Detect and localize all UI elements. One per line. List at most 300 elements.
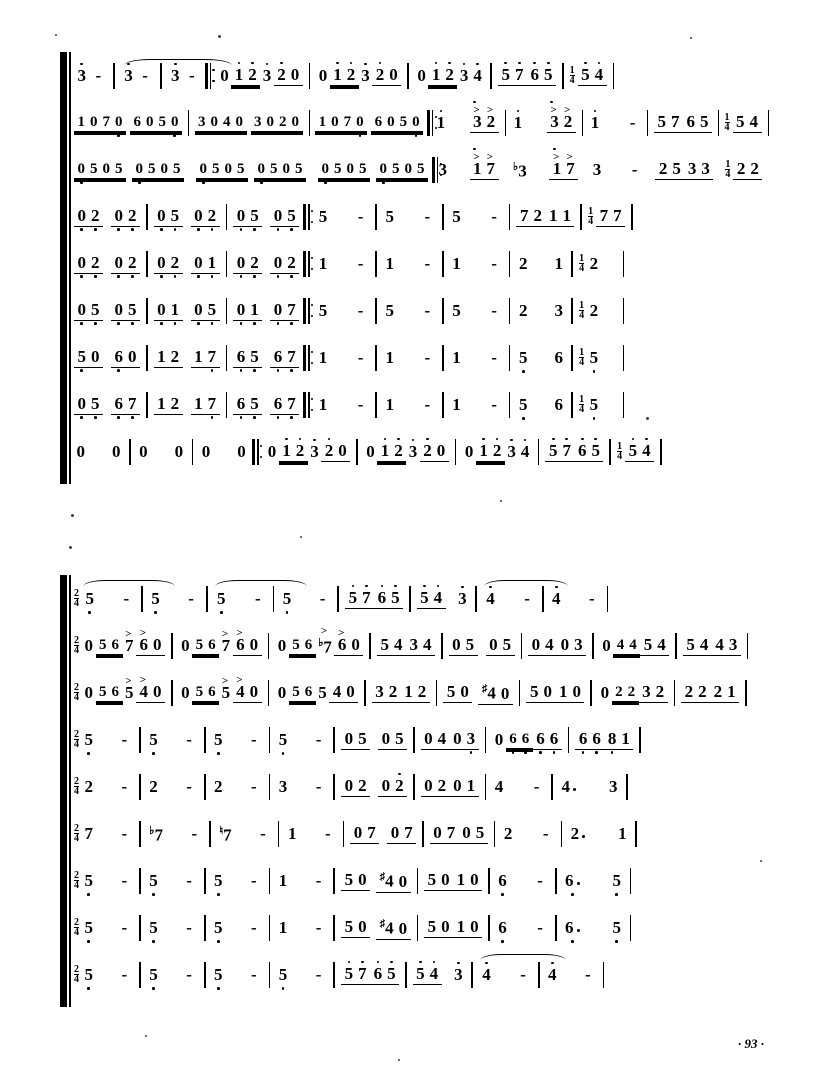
barline <box>375 345 377 371</box>
barline <box>269 727 271 753</box>
barline <box>609 439 611 465</box>
note: 5 <box>82 919 96 937</box>
barline <box>485 727 487 753</box>
barline <box>226 251 228 277</box>
note-group: 0 2 <box>378 777 407 797</box>
note-group: 5 6 <box>96 636 123 655</box>
barline <box>204 727 206 753</box>
rest: 0 <box>602 635 611 655</box>
sustain-dash: - <box>186 776 192 796</box>
barline <box>442 204 444 230</box>
note-group: 4 4 <box>613 636 640 655</box>
rest: 0 <box>201 441 211 461</box>
note: 5 <box>276 731 290 749</box>
note-group: 6 5 <box>374 589 403 609</box>
barline <box>562 63 564 89</box>
repeat-start <box>303 298 312 324</box>
sustain-dash: - <box>186 729 192 749</box>
note: > 7 <box>123 637 137 655</box>
note-group: 0 2 <box>154 254 183 274</box>
note: 5 <box>276 966 290 984</box>
note-group: 5 6 <box>289 683 316 702</box>
note-group: 5 4 <box>413 965 442 985</box>
note: 1 <box>318 394 328 414</box>
barline <box>519 680 521 706</box>
rest: 0 <box>181 635 190 655</box>
barline <box>485 774 487 800</box>
barline <box>551 774 553 800</box>
repeat-start <box>427 110 430 136</box>
staff-row <box>60 193 774 240</box>
note-group: 2 2 <box>612 683 639 702</box>
barline <box>333 774 335 800</box>
time-signature: $\frac{1}{4}$ <box>588 206 594 227</box>
note: 5 <box>318 206 328 226</box>
note-group: 1 2 <box>154 348 183 368</box>
note-group: 6 7 <box>270 395 299 415</box>
note: 3 <box>592 159 602 179</box>
sustain-dash: - <box>121 729 128 749</box>
note: 2 <box>568 825 588 843</box>
note-group: 0 5 <box>154 207 183 227</box>
barline <box>568 727 570 753</box>
note: 1 <box>385 253 394 273</box>
barline <box>623 251 625 277</box>
barline <box>555 915 557 941</box>
note-group: 0 1 <box>191 254 220 274</box>
sustain-dash: - <box>95 65 102 85</box>
note: 4 <box>518 443 532 461</box>
sustain-dash: - <box>629 112 636 132</box>
sustain-dash: - <box>491 394 497 414</box>
note: 5 <box>516 349 530 367</box>
note-group: 0 2 <box>74 254 103 274</box>
note-group: 0 5 <box>74 395 103 415</box>
note: 2 <box>149 776 158 796</box>
barline <box>333 868 335 894</box>
sustain-dash: - <box>524 588 530 608</box>
note-group: 0 5 <box>111 301 140 321</box>
note: 4 <box>546 966 560 984</box>
note: 3 <box>122 67 136 85</box>
barline <box>268 680 270 706</box>
barline <box>171 680 173 706</box>
note: ♭7 <box>149 825 163 845</box>
sustain-dash: - <box>188 588 194 608</box>
barline <box>475 586 477 612</box>
staff-row <box>60 575 774 622</box>
note-group: 0 2 <box>341 777 370 797</box>
sustain-dash: - <box>324 823 331 843</box>
note-group: 2 0 <box>274 66 303 86</box>
note: 5 <box>452 206 461 226</box>
time-signature: $\frac{2}{4}$ <box>74 729 79 750</box>
time-signature: $\frac{1}{4}$ <box>579 300 585 321</box>
note: 2 <box>503 823 513 843</box>
note-group: 5 7 <box>341 965 370 985</box>
note-group: 5 0 <box>526 683 555 703</box>
barline <box>268 633 270 659</box>
note: 5 <box>385 206 394 226</box>
note-group: 0 5 <box>341 730 370 750</box>
note-group: 5 4 <box>578 66 607 86</box>
note-group: 0 4 <box>528 636 557 656</box>
barline <box>269 962 271 988</box>
barline <box>309 63 311 89</box>
staff-row <box>60 99 774 146</box>
barline <box>521 633 523 659</box>
barline <box>375 251 377 277</box>
barline <box>768 110 769 136</box>
sustain-dash: - <box>186 917 192 937</box>
sustain-dash: - <box>491 300 497 320</box>
note: 2 <box>84 776 93 796</box>
note: 2 <box>518 253 528 273</box>
note: > ♭7 <box>316 634 335 657</box>
note: 4 <box>471 67 485 85</box>
barline <box>488 915 490 941</box>
note-group: 2 0 <box>420 442 449 462</box>
sustain-dash: - <box>251 729 257 749</box>
note-group: 6 6 <box>506 730 533 749</box>
barline <box>538 439 540 465</box>
sustain-dash: - <box>357 206 364 226</box>
sustain-dash: - <box>424 253 431 273</box>
barline <box>146 298 148 324</box>
note-group: 0 2 <box>270 254 299 274</box>
note: > 5 <box>219 684 233 702</box>
note-group: 1 0 <box>453 918 482 938</box>
note-group: 1 2 <box>279 442 308 462</box>
barline <box>630 868 632 894</box>
time-signature: $\frac{1}{4}$ <box>579 253 585 274</box>
note-group: 0 5 <box>191 301 220 321</box>
barline <box>505 110 506 136</box>
barline <box>603 962 605 988</box>
note: > 7 <box>219 637 233 655</box>
sustain-dash: - <box>251 917 257 937</box>
note: 5 <box>82 872 96 890</box>
note-group: 5 7 <box>545 442 574 462</box>
barline <box>139 774 141 800</box>
time-signature: $\frac{2}{4}$ <box>74 635 79 656</box>
note-group: > 4 0 <box>136 683 165 703</box>
barline <box>269 774 271 800</box>
barline <box>375 392 377 418</box>
note-group: > 6 0 <box>233 636 262 656</box>
note-group: 0 5 0 5 <box>376 160 428 179</box>
barline <box>613 63 615 89</box>
sustain-dash: - <box>357 253 364 273</box>
barline <box>413 774 415 800</box>
note: 4 <box>494 776 504 796</box>
note: 3 <box>438 159 447 179</box>
note-group: 0 5 0 5 <box>196 160 248 179</box>
sustain-dash: - <box>520 964 526 984</box>
note-group: 5 6 <box>192 636 219 655</box>
note-group: 0 1 <box>450 777 479 797</box>
sustain-dash: - <box>121 776 128 796</box>
barline <box>206 586 208 612</box>
rest: 0 <box>174 441 184 461</box>
note: 5 <box>147 966 161 984</box>
barline <box>630 915 632 941</box>
barline <box>417 868 419 894</box>
barline <box>509 204 511 230</box>
note-group: 8 1 <box>604 730 633 750</box>
note-group: 6 7 <box>111 395 140 415</box>
time-signature: $\frac{2}{4}$ <box>74 870 79 891</box>
note: 5 <box>82 731 96 749</box>
note-group: 6 0 5 0 <box>130 113 182 132</box>
time-signature: $\frac{1}{4}$ <box>725 159 731 180</box>
barline <box>436 680 438 706</box>
staff-row <box>60 334 774 381</box>
sustain-dash: - <box>121 823 128 843</box>
sustain-dash: - <box>491 347 497 367</box>
system-1 <box>60 52 774 475</box>
sustain-dash: - <box>251 964 257 984</box>
barline <box>509 392 511 418</box>
note-group: 6 5 <box>683 113 712 133</box>
note: 3 <box>505 443 519 461</box>
note-group: 0 2 <box>191 207 220 227</box>
staff-row <box>60 240 774 287</box>
barline <box>422 821 424 847</box>
barline <box>555 868 557 894</box>
rest: 0 <box>181 682 190 702</box>
note: 3 <box>278 776 288 796</box>
note-group: > 6 0 <box>334 636 363 656</box>
rest: 0 <box>267 441 277 461</box>
note-group: 5 4 <box>683 636 712 656</box>
barline <box>647 110 648 136</box>
barline <box>623 345 625 371</box>
barline <box>639 727 641 753</box>
note-group: 3 0 2 0 <box>251 113 303 132</box>
barline <box>204 915 206 941</box>
sustain-dash: - <box>357 300 364 320</box>
sustain-dash: - <box>260 823 266 843</box>
barline <box>745 680 747 706</box>
barline <box>561 821 563 847</box>
note-group: 2 0 <box>321 442 350 462</box>
note: 5 <box>212 919 226 937</box>
note-group: > 3 > 2 <box>547 113 576 133</box>
note-group: 0 5 0 5 <box>132 160 184 179</box>
sustain-dash: - <box>491 206 497 226</box>
note: 1 <box>452 347 461 367</box>
barline <box>626 774 628 800</box>
note: 5 <box>147 872 161 890</box>
barline <box>113 63 115 89</box>
rest: 0 <box>277 682 287 702</box>
barline <box>364 680 366 706</box>
rest: 0 <box>84 682 93 702</box>
note: 5 <box>610 872 624 890</box>
rest: 0 <box>494 729 504 749</box>
note-group: 0 2 <box>111 254 140 274</box>
sustain-dash: - <box>121 870 128 890</box>
sustain-dash: - <box>121 917 128 937</box>
note-group: 4 0 <box>329 683 358 703</box>
repeat-start <box>205 63 214 89</box>
barline <box>375 298 377 324</box>
time-signature: $\frac{2}{4}$ <box>74 776 79 797</box>
sustain-dash: - <box>589 588 595 608</box>
repeat-start <box>303 204 312 230</box>
time-signature: $\frac{2}{4}$ <box>74 682 79 703</box>
note: 5 <box>147 731 161 749</box>
note-group: 6 6 <box>533 730 562 750</box>
barline <box>582 110 583 136</box>
sustain-dash: - <box>123 588 130 608</box>
note: 5 <box>318 300 328 320</box>
sustain-dash: - <box>191 823 198 843</box>
note-group: 4 3 <box>712 636 741 656</box>
note-group: 2 1 <box>710 683 739 703</box>
note: 4 <box>559 778 579 796</box>
note: 4 <box>484 590 498 608</box>
note: 5 <box>280 590 294 608</box>
note: 5 <box>516 396 530 414</box>
note: 2 <box>518 300 528 320</box>
note-group: 6 5 <box>574 442 603 462</box>
note: 1 <box>278 917 288 937</box>
sustain-dash: - <box>255 588 261 608</box>
sustain-dash: - <box>315 964 322 984</box>
note: 1 <box>278 870 288 890</box>
rest: 0 <box>76 441 85 461</box>
note-group: ♯4 0 <box>478 680 513 705</box>
barline <box>607 586 609 612</box>
note-group: 2 2 <box>733 160 762 180</box>
note-group: 1 2 <box>377 442 406 462</box>
note-group: 6 5 <box>233 348 262 368</box>
note-group: 6 6 <box>575 730 604 750</box>
note-group: 0 3 <box>450 730 479 750</box>
repeat-start <box>252 439 261 465</box>
staff-row <box>60 763 774 810</box>
note-group: 0 7 <box>350 824 379 844</box>
time-signature: $\frac{2}{4}$ <box>74 823 79 844</box>
note-group: 3 4 <box>406 636 435 656</box>
barline <box>455 439 457 465</box>
note-group: 0 5 <box>449 636 478 656</box>
barline <box>146 251 148 277</box>
note-group: 6 5 <box>527 66 556 86</box>
note: 7 <box>84 823 93 843</box>
note-group: 0 1 <box>154 301 183 321</box>
note: 3 <box>456 590 470 608</box>
note: 2 <box>589 300 599 320</box>
note-group: ♯4 0 <box>376 868 411 893</box>
sustain-dash: - <box>357 347 364 367</box>
barline <box>471 962 473 988</box>
note-group: 7 2 <box>516 207 545 227</box>
barline <box>441 633 443 659</box>
barline <box>192 439 194 465</box>
sustain-dash: - <box>424 300 431 320</box>
barline <box>333 962 335 988</box>
sustain-dash: - <box>315 729 322 749</box>
note-group: 1 7 <box>191 395 220 415</box>
time-signature: $\frac{1}{4}$ <box>617 441 623 462</box>
staff-row <box>60 428 774 475</box>
barline <box>333 727 335 753</box>
sustain-dash: - <box>542 823 549 843</box>
rest: 0 <box>277 635 287 655</box>
note-group: 5 4 <box>640 636 669 656</box>
rest: 0 <box>220 65 229 85</box>
barline <box>343 821 345 847</box>
barline <box>171 633 173 659</box>
barline <box>269 915 271 941</box>
rest: 0 <box>237 441 246 461</box>
barline <box>356 439 358 465</box>
barline <box>405 962 407 988</box>
note-group: 1 2 <box>476 442 505 462</box>
sustain-dash: - <box>533 776 540 796</box>
note: 1 <box>434 114 448 132</box>
note-group: 0 2 <box>74 207 103 227</box>
note: 5 <box>587 396 601 414</box>
barline <box>333 915 335 941</box>
sustain-dash: - <box>315 776 322 796</box>
barline <box>369 633 371 659</box>
note: 5 <box>610 919 624 937</box>
barline <box>580 204 582 230</box>
sustain-dash: - <box>319 588 326 608</box>
note-group: 1 0 7 0 <box>74 113 126 132</box>
barline <box>488 868 490 894</box>
note-group: ♯4 0 <box>376 915 411 940</box>
barline <box>139 727 141 753</box>
note: 1 <box>318 253 328 273</box>
note-group: 1 7 <box>191 348 220 368</box>
note: 3 <box>452 966 466 984</box>
note: 6 <box>563 872 583 890</box>
note: 1 <box>511 114 525 132</box>
note-group: 6 5 <box>233 395 262 415</box>
note-group: 1 0 <box>453 871 482 891</box>
note-group: 5 0 <box>74 348 103 368</box>
note-group: 2 2 <box>681 683 710 703</box>
barline <box>592 633 594 659</box>
note-group: 5 6 <box>192 683 219 702</box>
note: 5 <box>318 682 327 702</box>
note: 5 <box>212 872 226 890</box>
note-group: 1 2 <box>401 683 430 703</box>
time-signature: $\frac{1}{4}$ <box>724 112 730 133</box>
staff-row <box>60 904 774 951</box>
note: 3 <box>554 300 563 320</box>
sustain-dash: - <box>585 964 591 984</box>
note-group: 7 7 <box>596 207 625 227</box>
barline <box>375 204 377 230</box>
sustain-dash: - <box>424 347 431 367</box>
staff-row <box>60 381 774 428</box>
note: > 5 <box>123 684 137 702</box>
note: 3 <box>406 443 420 461</box>
note-group: 5 4 <box>625 442 654 462</box>
staff-row <box>60 669 774 716</box>
note-group: 0 5 0 5 <box>74 160 126 179</box>
repeat-start <box>303 392 312 418</box>
note: 5 <box>149 590 163 608</box>
note-group: 0 5 <box>459 824 488 844</box>
note-group: > 1 > 7 <box>549 160 578 180</box>
